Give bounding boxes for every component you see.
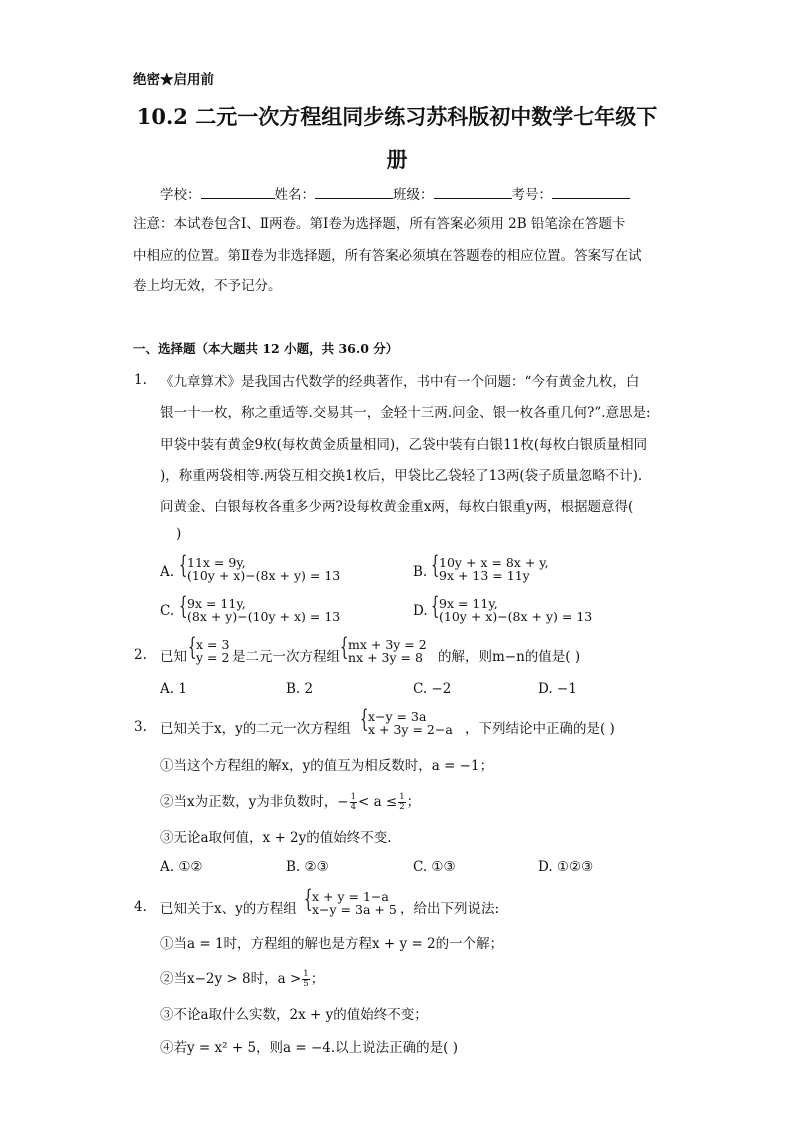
fraction <box>398 793 405 812</box>
numerator: 1 <box>350 792 356 802</box>
q3-statement-3: ③无论a取何值，x + 2y的值始终不变. <box>160 830 392 846</box>
page-title-line2: 册 <box>386 147 408 172</box>
equation-line: 10y + x = 8x + y, <box>439 555 549 570</box>
q1-text-line4: )，称重两袋相等.两袋互相交换1枚后，甲袋比乙袋轻了13两(袋子质量忽略不计). <box>160 468 643 484</box>
equation-line: (10y + x)−(8x + y) = 13 <box>439 609 593 624</box>
section-heading: 一、选择题（本大题共 12 小题，共 36.0 分） <box>133 341 399 356</box>
confidential-label: 绝密★启用前 <box>133 72 214 88</box>
class-blank[interactable] <box>434 185 512 199</box>
brace-icon: { <box>179 592 188 620</box>
equation-line: x = 3 <box>196 637 230 652</box>
equation-line: x−y = 3a + 5 <box>312 902 397 917</box>
q4-text-pre: 已知关于x、y的方程组 <box>160 901 297 917</box>
equation-line: x−y = 3a <box>368 709 427 724</box>
page-title-line1: 10.2 二元一次方程组同步练习苏科版初中数学七年级下 <box>136 104 658 129</box>
q2-option-a[interactable]: A. 1 <box>160 681 187 697</box>
q3-text-post: ，下列结论中正确的是( ) <box>465 721 615 737</box>
name-blank[interactable] <box>315 185 393 199</box>
q2-option-c[interactable]: C. −2 <box>413 681 452 697</box>
q1-text-line5: 问黄金、白银每枚各重多少两?设每枚黄金重x两，每枚白银重y两，根据题意得( <box>160 499 634 515</box>
q1-option-a-label[interactable]: A. <box>160 564 175 580</box>
equation-line: 9x + 13 = 11y <box>439 568 530 583</box>
equation-line: 9x = 11y, <box>439 596 498 611</box>
q4-statement-3: ③不论a取什么实数，2x + y的值始终不变； <box>160 1007 428 1023</box>
statement-text: ； <box>406 794 421 810</box>
q4-statement-1: ①当a = 1时，方程组的解也是方程x + y = 2的一个解； <box>160 936 504 952</box>
school-label: 学校： <box>160 187 201 203</box>
brace-icon: { <box>340 633 349 661</box>
q4-statement-4: ④若y = x² + 5，则a = −4.以上说法正确的是( ) <box>160 1040 458 1056</box>
brace-icon: { <box>360 705 369 733</box>
q1-text-line3: 甲袋中装有黄金9枚(每枚黄金质量相同)，乙袋中装有白银11枚(每枚白银质量相同 <box>160 437 648 453</box>
equation-line: 9x = 11y, <box>187 596 246 611</box>
q1-number: 1. <box>134 372 147 388</box>
q2-option-b[interactable]: B. 2 <box>286 681 314 697</box>
q3-statement-2 <box>160 790 420 812</box>
q2-text-pre: 已知 <box>160 649 187 665</box>
brace-icon: { <box>304 885 313 913</box>
q3-option-d[interactable]: D. ①②③ <box>538 859 594 875</box>
school-blank[interactable] <box>201 185 275 199</box>
equation-line: (8x + y)−(10y + x) = 13 <box>187 609 341 624</box>
statement-text: ； <box>310 971 325 987</box>
class-label: 班级： <box>393 187 434 203</box>
notice-line1: 注意：本试卷包含Ⅰ、Ⅱ两卷。第Ⅰ卷为选择题，所有答案必须用 2B 铅笔涂在答题卡 <box>133 216 626 232</box>
q3-option-a[interactable]: A. ①② <box>160 859 203 875</box>
brace-icon: { <box>179 551 188 579</box>
exam-no-blank[interactable] <box>552 185 630 199</box>
fraction <box>350 793 357 812</box>
q1-text-line1: 《九章算术》是我国古代数学的经典著作，书中有一个问题：“今有黄金九枚，白 <box>160 374 640 390</box>
q1-option-b-label[interactable]: B. <box>413 564 428 580</box>
q4-number: 4. <box>134 899 147 915</box>
denominator: 4 <box>350 802 356 812</box>
q3-number: 3. <box>134 719 147 735</box>
q3-option-b[interactable]: B. ②③ <box>286 859 329 875</box>
fraction <box>302 970 309 989</box>
q1-option-c-label[interactable]: C. <box>160 603 175 619</box>
q2-text-mid: 是二元一次方程组 <box>232 649 340 665</box>
equation-line: (10y + x)−(8x + y) = 13 <box>187 568 341 583</box>
equation-line: y = 2 <box>196 650 230 665</box>
brace-icon: { <box>431 551 440 579</box>
equation-line: x + 3y = 2−a <box>368 722 453 737</box>
name-label: 姓名： <box>274 187 315 203</box>
equation-line: nx + 3y = 8 <box>348 650 423 665</box>
info-line <box>160 183 630 203</box>
q1-text-line2: 银一十一枚，称之重适等.交易其一，金轻十三两.问金、银一枚各重几何?”.意思是: <box>160 405 651 421</box>
brace-icon: { <box>188 633 197 661</box>
q1-text-line6: ) <box>176 526 182 542</box>
equation-line: mx + 3y = 2 <box>348 637 427 652</box>
statement-text: ②当x−2y > 8时，a > <box>160 971 302 987</box>
exam-no-label: 考号： <box>511 187 552 203</box>
denominator: 5 <box>303 979 309 989</box>
q2-option-d[interactable]: D. −1 <box>538 681 577 697</box>
equation-line: 11x = 9y, <box>187 555 246 570</box>
q1-option-d-label[interactable]: D. <box>413 603 428 619</box>
notice-line2: 中相应的位置。第Ⅱ卷为非选择题，所有答案必须填在答题卷的相应位置。答案写在试 <box>133 248 642 264</box>
q2-number: 2. <box>134 647 147 663</box>
numerator: 1 <box>399 792 405 802</box>
q3-text-pre: 已知关于x，y的二元一次方程组 <box>160 721 351 737</box>
denominator: 2 <box>399 802 405 812</box>
q2-text-post: 的解，则m−n的值是( ) <box>438 649 581 665</box>
q3-option-c[interactable]: C. ①③ <box>413 859 456 875</box>
numerator: 1 <box>303 969 309 979</box>
statement-text: ②当x为正数，y为非负数时，− <box>160 794 349 810</box>
statement-text: < a ≤ <box>357 794 398 810</box>
equation-line: x + y = 1−a <box>312 889 389 904</box>
notice-line3: 卷上均无效，不予记分。 <box>133 278 282 294</box>
brace-icon: { <box>431 592 440 620</box>
q4-text-post: ，给出下列说法: <box>400 901 500 917</box>
q4-statement-2 <box>160 967 324 989</box>
q3-statement-1: ①当这个方程组的解x，y的值互为相反数时，a = −1； <box>160 758 494 774</box>
